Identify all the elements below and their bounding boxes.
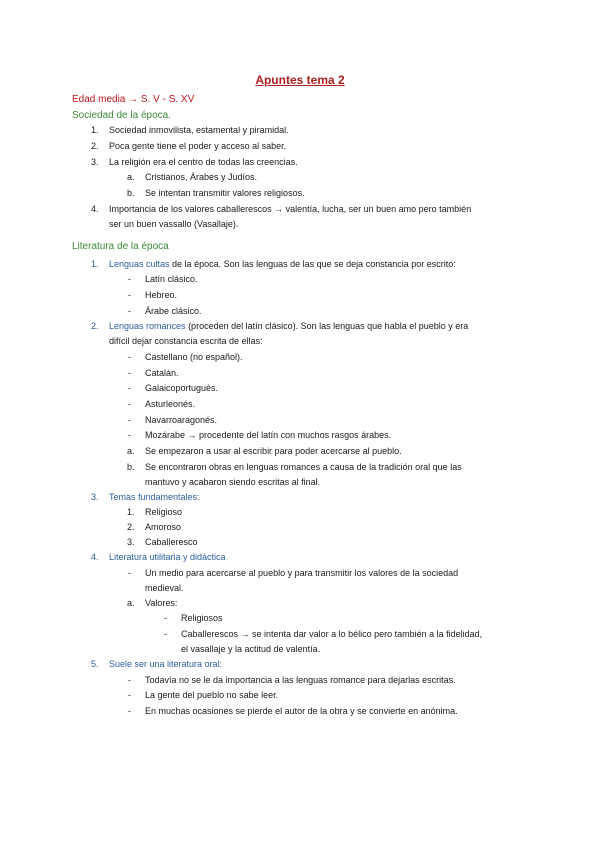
dash-marker: - bbox=[164, 629, 167, 639]
dash-marker: - bbox=[128, 568, 131, 578]
list-item: Caballeresco bbox=[145, 537, 198, 547]
list-item: Se encontraron obras en lenguas romances a causa de la tradición oral que las bbox=[145, 462, 462, 472]
list-item: Amoroso bbox=[145, 522, 182, 532]
list-item: Religioso bbox=[145, 507, 183, 517]
list-item: Navarroaragonés. bbox=[145, 415, 218, 425]
list-marker: b. bbox=[127, 462, 135, 472]
dash-marker: - bbox=[128, 675, 131, 685]
list-marker: 4. bbox=[91, 552, 99, 562]
dash-marker: - bbox=[128, 690, 131, 700]
list-marker: 1. bbox=[91, 259, 99, 269]
list-item-continuation: el vasallaje y la actitud de valentía. bbox=[181, 644, 321, 654]
list-marker: b. bbox=[127, 188, 135, 198]
oral-heading: Suele ser una literatura oral: bbox=[109, 659, 223, 669]
list-item-continuation: mantuvo y acabaron siendo escritas al final. bbox=[145, 477, 321, 487]
list-item-continuation: difícil dejar constancia escrita de ellas: bbox=[109, 336, 263, 346]
list-item: Importancia de los valores caballerescos → valentía, lucha, ser un buen amo pero también bbox=[109, 204, 472, 214]
list-marker: 1. bbox=[91, 125, 99, 135]
list-item: Cristianos, Árabes y Judíos. bbox=[145, 172, 258, 182]
dash-marker: - bbox=[128, 383, 131, 393]
dash-marker: - bbox=[128, 274, 131, 284]
list-marker: 3. bbox=[91, 157, 99, 167]
list-item: Se intentan transmitir valores religiosos. bbox=[145, 188, 305, 198]
lenguas-romances-text: (proceden del latín clásico). Son las lenguas que habla el pueblo y era bbox=[185, 321, 469, 331]
dash-marker: - bbox=[128, 368, 131, 378]
dash-marker: - bbox=[128, 352, 131, 362]
list-item: Hebreo. bbox=[145, 290, 178, 300]
list-item: Árabe clásico. bbox=[145, 306, 202, 316]
list-item: Sociedad inmovilista, estamental y piramidal. bbox=[109, 125, 289, 135]
list-item: Castellano (no español). bbox=[145, 352, 243, 362]
list-item: Un medio para acercarse al pueblo y para transmitir los valores de la sociedad bbox=[145, 568, 459, 578]
dash-marker: - bbox=[128, 290, 131, 300]
list-item: Asturleonés. bbox=[145, 399, 196, 409]
temas-heading: Temas fundamentales: bbox=[109, 492, 200, 502]
list-item: En muchas ocasiones se pierde el autor de la obra y se convierte en anónima. bbox=[145, 706, 458, 716]
dash-marker: - bbox=[128, 430, 131, 440]
lenguas-cultas-item bbox=[109, 258, 456, 270]
list-item-continuation: medieval. bbox=[145, 583, 184, 593]
literatura-heading: Literatura de la época bbox=[72, 241, 169, 252]
list-marker: 2. bbox=[91, 321, 99, 331]
list-marker: 2. bbox=[91, 141, 99, 151]
lenguas-cultas-term: Lenguas cultas bbox=[109, 259, 170, 269]
list-marker: a. bbox=[127, 446, 135, 456]
list-marker: 4. bbox=[91, 204, 99, 214]
list-item-continuation: ser un buen vassallo (Vasallaje). bbox=[109, 219, 239, 229]
lenguas-romances-term: Lenguas romances bbox=[109, 321, 186, 331]
list-marker: 2. bbox=[127, 522, 135, 532]
list-item: Poca gente tiene el poder y acceso al saber. bbox=[109, 141, 287, 151]
dash-marker: - bbox=[128, 399, 131, 409]
utilitaria-heading: Literatura utilitaria y didáctica bbox=[109, 552, 226, 562]
edad-media-line: Edad media → S. V - S. XV bbox=[72, 94, 195, 105]
list-marker: 3. bbox=[91, 492, 99, 502]
list-marker: a. bbox=[127, 172, 135, 182]
list-item: Catalán. bbox=[145, 368, 179, 378]
list-item: Valores: bbox=[145, 598, 178, 608]
list-item: Religiosos bbox=[181, 613, 223, 623]
list-item: Se empezaron a usar al escribir para poder acercarse al pueblo. bbox=[145, 446, 402, 456]
dash-marker: - bbox=[164, 613, 167, 623]
list-marker: 1. bbox=[127, 507, 135, 517]
list-marker: a. bbox=[127, 598, 135, 608]
dash-marker: - bbox=[128, 706, 131, 716]
dash-marker: - bbox=[128, 415, 131, 425]
page-title: Apuntes tema 2 bbox=[255, 73, 345, 87]
dash-marker: - bbox=[128, 306, 131, 316]
list-marker: 3. bbox=[127, 537, 135, 547]
list-item: Caballerescos → se intenta dar valor a lo bélico pero también a la fidelidad, bbox=[181, 629, 483, 639]
lenguas-romances-item bbox=[109, 320, 468, 332]
list-item: La religión era el centro de todas las creencias. bbox=[109, 157, 298, 167]
lenguas-cultas-text: de la época. Son las lenguas de las que se deja constancia por escrito: bbox=[169, 259, 456, 269]
list-marker: 5. bbox=[91, 659, 99, 669]
list-item: Galaicoportuguès. bbox=[145, 383, 219, 393]
list-item: Latín clásico. bbox=[145, 274, 198, 284]
list-item: Todavía no se le da importancia a las lenguas romance para dejarlas escritas. bbox=[145, 675, 456, 685]
sociedad-heading: Sociedad de la época. bbox=[72, 110, 171, 121]
list-item: La gente del pueblo no sabe leer. bbox=[145, 690, 279, 700]
list-item: Mozárabe → procedente del latín con muchos rasgos árabes. bbox=[145, 430, 392, 440]
